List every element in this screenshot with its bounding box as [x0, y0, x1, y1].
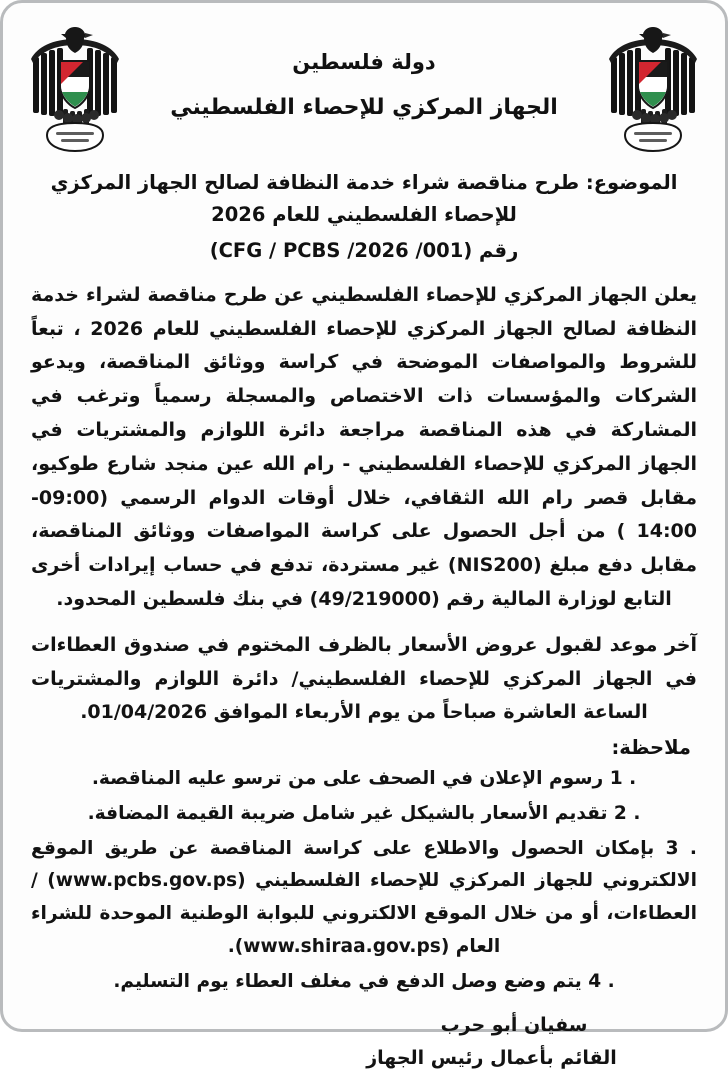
palestinian-coat-of-arms-icon-right	[605, 23, 701, 163]
note-item-4	[25, 966, 703, 999]
note-item-3	[25, 833, 703, 964]
note-number-4: 4 .	[588, 970, 615, 992]
subject-line: الموضوع: طرح مناقصة شراء خدمة النظافة لصالح الجهاز المركزي للإحصاء الفلسطيني للعام 2026	[50, 171, 678, 226]
note-text-3: بإمكان الحصول والاطلاع على كراسة المناقصة عن طريق الموقع الالكتروني للجهاز المركزي للإحصاء الفلسطيني (www.pcbs.gov.ps) / العطاءات، أو من خلال الموقع الالكتروني للبوابة الوطنية الموحدة للشراء العام (www.shiraa.gov.ps).	[31, 837, 698, 957]
note-text-1: رسوم الإعلان في الصحف على من ترسو عليه المناقصة.	[91, 768, 604, 790]
document-header	[25, 17, 703, 165]
note-number-2: 2 .	[613, 803, 641, 825]
note-item-2	[25, 798, 703, 831]
note-text-2: تقديم الأسعار بالشيكل غير شامل ضريبة القيمة المضافة.	[87, 803, 608, 825]
signature-block	[25, 1010, 703, 1073]
signatory-title: القائم بأعمال رئيس الجهاز	[366, 1046, 617, 1069]
country-title: دولة فلسطين	[292, 50, 436, 74]
palestinian-coat-of-arms-icon-left	[27, 23, 123, 163]
signatory-name: سفيان أبو حرب	[440, 1014, 588, 1037]
notes-list	[25, 763, 703, 998]
note-text-4: يتم وضع وصل الدفع في مغلف العطاء يوم التسليم.	[113, 970, 582, 992]
note-number-3: 3 .	[665, 837, 697, 859]
note-number-1: 1 .	[609, 768, 637, 790]
note-item-1	[25, 763, 703, 796]
subject-block	[25, 167, 703, 267]
announcement-body	[25, 279, 703, 731]
header-title-block	[135, 49, 593, 123]
reference-number: رقم (001/ 2026/ CFG / PCBS)	[209, 239, 519, 263]
organization-title: الجهاز المركزي للإحصاء الفلسطيني	[170, 95, 558, 121]
body-paragraph-1: يعلن الجهاز المركزي للإحصاء الفلسطيني عن طرح مناقصة لشراء خدمة النظافة لصالح الجهاز المركزي للإحصاء الفلسطيني للعام 2026 ، تبعاً للشروط والمواصفات الموضحة في كراسة ووثائق المناقصة، ويدعو الشركات والمؤسسات ذات الاختصاص والمسجلة رسمياً وترغب في المشاركة في هذه المناقصة مراجعة دائرة اللوازم والمشتريات في الجهاز المركزي للإحصاء الفلسطيني - رام الله عين منجد شارع طوكيو، مقابل قصر رام الله الثقافي، خلال أوقات الدوام الرسمي (09:00-14:00 ) من أجل الحصول على كراسة المواصفات ووثائق المناقصة، مقابل دفع مبلغ (NIS200) غير مستردة، تدفع في حساب إيرادات أخرى التابع لوزارة المالية رقم (49/219000) في بنك فلسطين المحدود.	[31, 283, 697, 611]
notes-heading: ملاحظة:	[611, 736, 691, 760]
body-paragraph-2: آخر موعد لقبول عروض الأسعار بالظرف المختوم في صندوق العطاءات في الجهاز المركزي للإحصاء الفلسطيني/ دائرة اللوازم والمشتريات الساعة العاشرة صباحاً من يوم الأربعاء الموافق 01/04/2026.	[31, 633, 697, 724]
